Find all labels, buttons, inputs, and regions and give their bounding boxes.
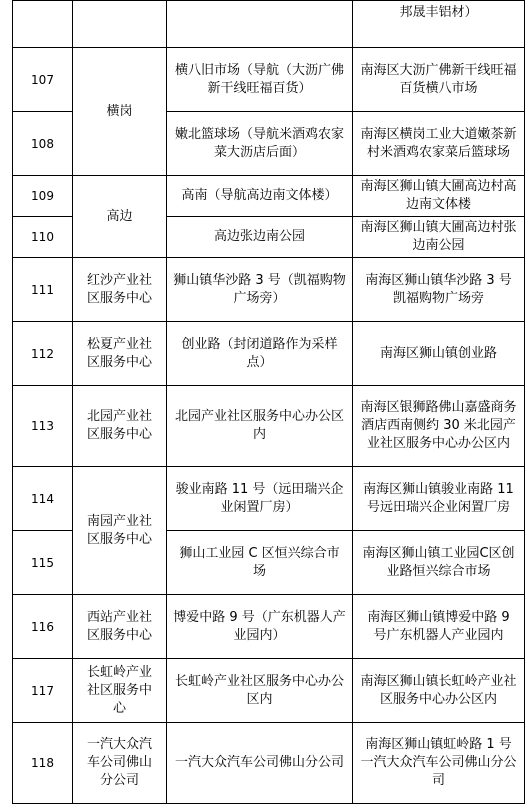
row-number-cell: 111 [13, 258, 73, 322]
address-cell: 南海区狮山镇华沙路 3 号凯福购物广场旁 [353, 258, 525, 322]
town-cell: 一汽大众汽车公司佛山分公司 [73, 723, 167, 804]
town-cell: 松夏产业社区服务中心 [73, 322, 167, 386]
location-cell: 长虹岭产业社区服务中心办公区内 [167, 659, 353, 723]
town-cell: 南园产业社区服务中心 [73, 467, 167, 595]
row-number-cell: 110 [13, 217, 73, 258]
row-number-cell: 108 [13, 112, 73, 176]
address-cell: 南海区狮山镇长虹岭产业社区服务中心办公区内 [353, 659, 525, 723]
location-cell: 狮山镇华沙路 3 号（凯福购物广场旁） [167, 258, 353, 322]
location-cell: 嫩北篮球场（导航米酒鸡农家菜大沥店后面） [167, 112, 353, 176]
row-number-cell: 107 [13, 48, 73, 112]
location-cell: 一汽大众汽车公司佛山分公司 [167, 723, 353, 804]
row-number-cell: 113 [13, 386, 73, 467]
row-number-cell: 112 [13, 322, 73, 386]
row-number-cell: 116 [13, 595, 73, 659]
location-cell: 横八旧市场（导航（大沥广佛新干线旺福百货） [167, 48, 353, 112]
town-cell: 西站产业社区服务中心 [73, 595, 167, 659]
town-cell: 高边 [73, 176, 167, 258]
table-row [13, 595, 525, 659]
row-number-cell: 115 [13, 531, 73, 595]
address-cell: 南海区狮山镇博爱中路 9 号广东机器人产业园内 [353, 595, 525, 659]
row-number-cell: 114 [13, 467, 73, 531]
location-cell: 创业路（封闭道路作为采样点） [167, 322, 353, 386]
location-cell: 博爱中路 9 号（广东机器人产业园内） [167, 595, 353, 659]
town-cell [73, 1, 167, 48]
row-number-cell: 118 [13, 723, 73, 804]
address-cell: 南海区狮山镇大圃高边村张边南公园 [353, 217, 525, 258]
address-cell: 南海区狮山镇大圃高边村高边南文体楼 [353, 176, 525, 217]
town-cell: 长虹岭产业社区服务中心 [73, 659, 167, 723]
table-row [13, 723, 525, 804]
address-cell: 邦晟丰铝材） [353, 1, 525, 48]
town-cell: 北园产业社区服务中心 [73, 386, 167, 467]
address-cell: 南海区狮山镇虹岭路 1 号一汽大众汽车公司佛山分公司 [353, 723, 525, 804]
table-row [13, 467, 525, 531]
location-cell: 骏业南路 11 号（远田瑞兴企业闲置厂房） [167, 467, 353, 531]
row-number-cell: 109 [13, 176, 73, 217]
table-row [13, 659, 525, 723]
address-cell: 南海区银狮路佛山嘉盛商务酒店西南侧约 30 米北园产业社区服务中心办公区内 [353, 386, 525, 467]
row-number-cell: 117 [13, 659, 73, 723]
town-cell: 横岗 [73, 48, 167, 176]
address-cell: 南海区横岗工业大道嫩茶新村米酒鸡农家菜后篮球场 [353, 112, 525, 176]
table-row [13, 176, 525, 217]
location-cell: 高边张边南公园 [167, 217, 353, 258]
table-row [13, 386, 525, 467]
address-cell: 南海区狮山镇工业园C区创业路恒兴综合市场 [353, 531, 525, 595]
table-row [13, 48, 525, 112]
location-cell: 北园产业社区服务中心办公区内 [167, 386, 353, 467]
row-number-cell [13, 1, 73, 48]
table-row [13, 258, 525, 322]
address-cell: 南海区大沥广佛新干线旺福百货横八市场 [353, 48, 525, 112]
location-cell [167, 1, 353, 48]
location-cell: 狮山工业园 C 区恒兴综合市场 [167, 531, 353, 595]
town-cell: 红沙产业社区服务中心 [73, 258, 167, 322]
sampling-sites-table [12, 0, 525, 804]
table-row [13, 322, 525, 386]
location-cell: 高南（导航高边南文体楼） [167, 176, 353, 217]
table-row [13, 1, 525, 48]
address-cell: 南海区狮山镇创业路 [353, 322, 525, 386]
address-cell: 南海区狮山镇骏业南路 11 号远田瑞兴企业闲置厂房 [353, 467, 525, 531]
